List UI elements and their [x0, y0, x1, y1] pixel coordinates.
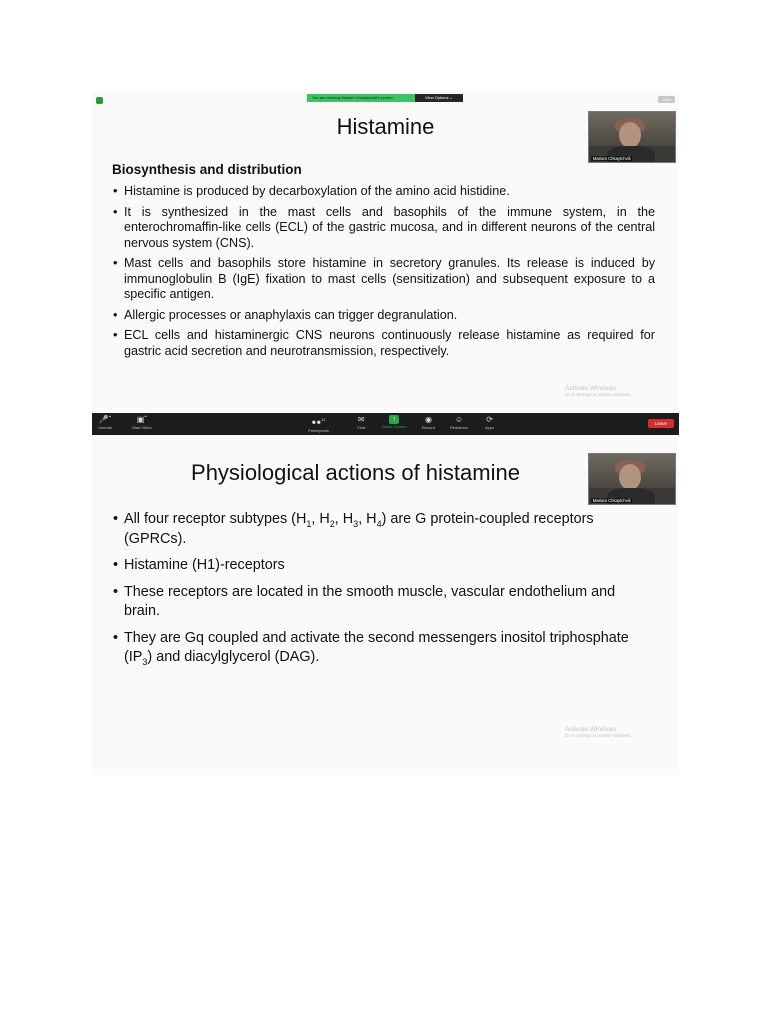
activate-windows-watermark — [565, 726, 631, 738]
chat-button[interactable]: ✉ Chat — [357, 415, 366, 430]
bullet-item: • Allergic processes or anaphylaxis can trigger degranulation. — [113, 308, 655, 324]
watermark-title: Activate Windows — [565, 726, 617, 733]
participant-name-label: Mariam Chkaytchvili — [593, 156, 631, 161]
participants-icon: ●●$^{11}$ — [311, 417, 326, 427]
participant-video-thumbnail[interactable] — [588, 111, 676, 163]
participant-name-label: Mariam Chkaytchvili — [593, 498, 631, 503]
bullet-list — [113, 184, 655, 364]
screen-share-banner — [307, 94, 463, 102]
unmute-button[interactable]: 🎤ˇ Unmute — [98, 415, 113, 430]
video-person-face — [619, 464, 641, 490]
shield-icon — [96, 97, 103, 104]
video-person-face — [619, 122, 641, 148]
bullet-item: • All four receptor subtypes ($H_1$, $H_2$, $H_3$, $H_4$) are G protein-coupled receptors (GPRCs). — [113, 510, 653, 549]
bullet-item: • Histamine (H1)-receptors — [113, 556, 653, 576]
bullet-item: • Histamine is produced by decarboxylation of the amino acid histidine. — [113, 184, 655, 200]
slide-subheading: Biosynthesis and distribution — [112, 162, 302, 177]
slide-title: Physiological actions of histamine — [191, 460, 520, 485]
share-screen-icon: ↑ — [389, 415, 399, 424]
apps-icon: ⟳ — [486, 415, 493, 424]
bullet-item: • These receptors are located in the smooth muscle, vascular endothelium and brain. — [113, 583, 653, 622]
view-options-button[interactable]: View Options ⌄ — [415, 94, 463, 102]
watermark-title: Activate Windows — [565, 385, 617, 392]
shared-slide-physiological-actions — [92, 435, 679, 775]
bullet-item: • Mast cells and basophils store histamine in secretory granules. Its release is induced by immunoglobulin B (IgE) fixation to mast cells (sensitization) and subsequent exposure to a specific antigen. — [113, 256, 655, 303]
reactions-button[interactable]: ☺ Reactions — [450, 415, 468, 430]
record-button[interactable]: ◉ Record — [422, 415, 435, 430]
watermark-subtitle: Go to Settings to activate Windows. — [565, 392, 632, 397]
record-icon: ◉ — [424, 415, 432, 424]
participants-button[interactable]: ●●$^{11}$ Participants — [308, 417, 329, 433]
video-off-icon: ▣ˇ — [136, 415, 147, 424]
slide-title: Histamine — [336, 114, 435, 139]
leave-button[interactable]: Leave — [648, 419, 674, 428]
bullet-item: • ECL cells and histaminergic CNS neurons continuously release histamine as required for gastric acid secretion and neurotransmission, respectively. — [113, 328, 655, 359]
participant-count: 11 — [321, 417, 326, 422]
reactions-icon: ☺ — [454, 415, 463, 424]
share-banner-text: You are viewing Mariam Chkaytchvili's screen — [307, 94, 415, 102]
start-video-button[interactable]: ▣ˇ Start Video — [132, 415, 152, 430]
share-screen-button[interactable]: ↑ Share Screen — [382, 416, 407, 429]
meeting-toolbar — [92, 413, 679, 435]
participant-video-thumbnail[interactable] — [588, 453, 676, 505]
bullet-item: • They are Gq coupled and activate the second messengers inositol triphosphate $(IP_3)$ and diacylglycerol (DAG). — [113, 629, 653, 668]
apps-button[interactable]: ⟳ Apps — [485, 415, 495, 430]
microphone-muted-icon: 🎤ˇ — [98, 415, 112, 424]
bullet-list — [113, 510, 653, 675]
view-button[interactable]: View — [658, 96, 675, 103]
watermark-subtitle: Go to Settings to activate Windows. — [565, 733, 632, 738]
chat-icon: ✉ — [357, 415, 365, 424]
activate-windows-watermark — [565, 385, 631, 397]
shared-slide-histamine — [92, 92, 679, 412]
bullet-item: • It is synthesized in the mast cells and basophils of the immune system, in the enterochromaffin-like cells (ECL) of the gastric mucosa, and in different neurons of the central nervous system (CNS). — [113, 205, 655, 252]
